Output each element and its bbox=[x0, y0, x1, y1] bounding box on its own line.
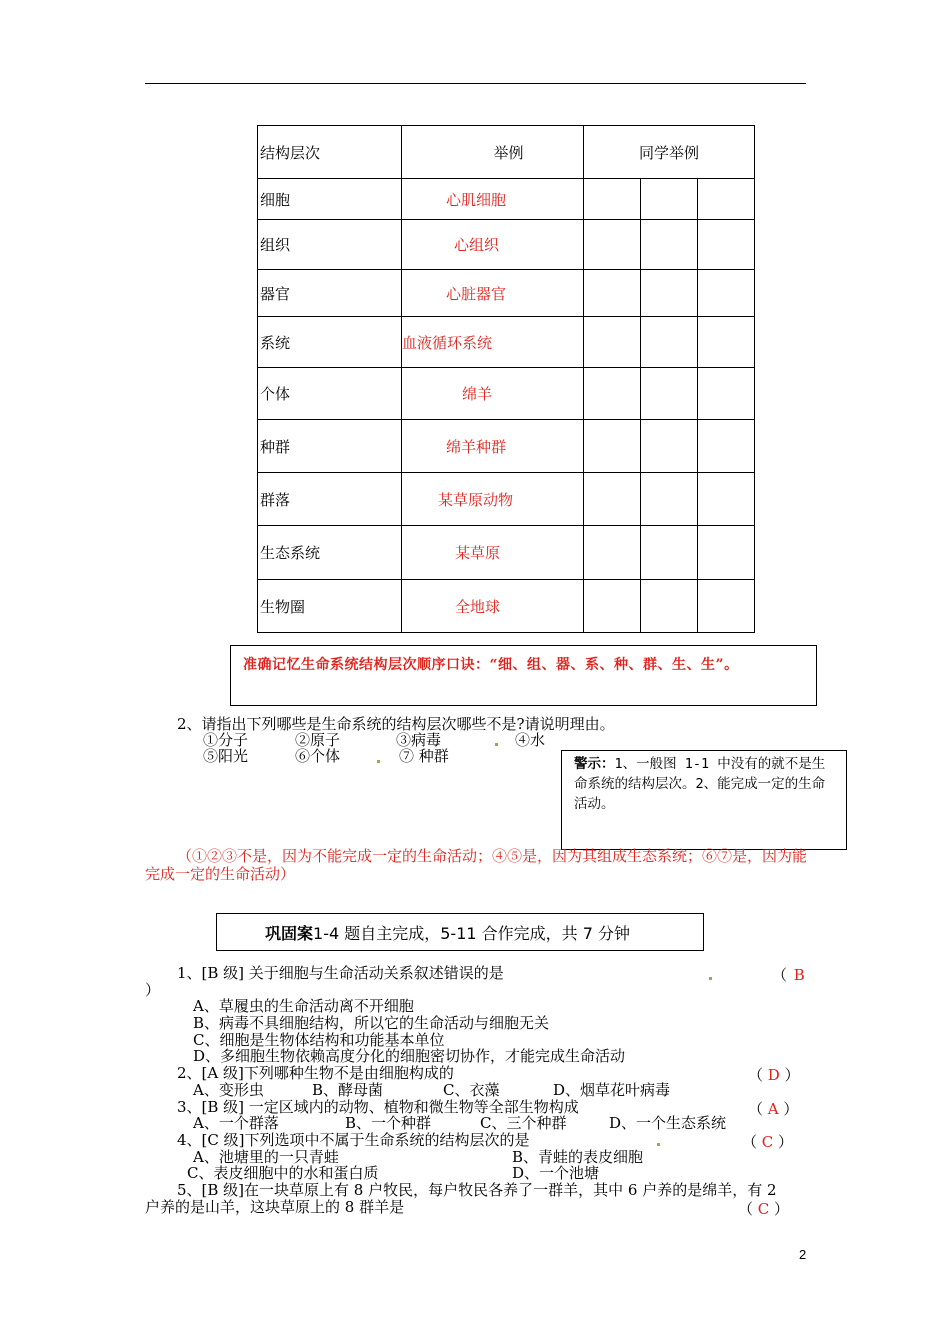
blank-cell bbox=[641, 526, 698, 580]
question-4-answer: （ C ） bbox=[742, 1133, 794, 1151]
blank-cell bbox=[698, 270, 755, 317]
example-cell: 血液循环系统 bbox=[402, 317, 584, 368]
table-row bbox=[258, 526, 755, 580]
decorative-dot bbox=[495, 743, 498, 746]
question-1-option-d: D、多细胞生物依赖高度分化的细胞密切协作，才能完成生命活动 bbox=[193, 1047, 626, 1065]
consolidation-instructions: 1-4 题自主完成，5-11 合作完成，共 7 分钟 bbox=[313, 924, 630, 943]
blank-cell bbox=[698, 473, 755, 526]
table-row bbox=[258, 179, 755, 220]
example-cell: 全地球 bbox=[402, 580, 584, 633]
header-rule bbox=[145, 83, 806, 84]
blank-cell bbox=[698, 317, 755, 368]
blank-cell bbox=[584, 179, 641, 220]
level-cell: 个体 bbox=[258, 368, 402, 420]
consolidation-heading bbox=[216, 913, 704, 951]
page-number: 2 bbox=[799, 1247, 807, 1262]
q2-option: ④水 bbox=[515, 731, 546, 749]
example-cell: 心组织 bbox=[402, 220, 584, 270]
question-3-option-a: A、一个群落 bbox=[193, 1114, 279, 1132]
question-1-stem: 1、[B 级] 关于细胞与生命活动关系叙述错误的是 bbox=[177, 964, 504, 982]
blank-cell bbox=[641, 179, 698, 220]
blank-cell bbox=[698, 368, 755, 420]
level-cell: 细胞 bbox=[258, 179, 402, 220]
level-cell: 生态系统 bbox=[258, 526, 402, 580]
question-4-stem: 4、[C 级]下列选项中不属于生命系统的结构层次的是 bbox=[177, 1131, 530, 1149]
blank-cell bbox=[584, 270, 641, 317]
question-1-close: ） bbox=[145, 981, 161, 999]
example-cell: 某草原动物 bbox=[402, 473, 584, 526]
question-4-option-b: B、青蛙的表皮细胞 bbox=[512, 1148, 644, 1166]
question-2-option-a: A、变形虫 bbox=[193, 1081, 264, 1099]
q2-option: ⑥个体 bbox=[295, 747, 341, 765]
blank-cell bbox=[641, 270, 698, 317]
table-header-row bbox=[258, 126, 755, 179]
question-5-answer: （ C ） bbox=[738, 1200, 790, 1218]
header-example: 举例 bbox=[402, 126, 584, 179]
level-cell: 群落 bbox=[258, 473, 402, 526]
example-cell: 绵羊 bbox=[402, 368, 584, 420]
example-cell: 绵羊种群 bbox=[402, 420, 584, 473]
blank-cell bbox=[584, 368, 641, 420]
question-1-answer: （ B bbox=[772, 966, 805, 984]
blank-cell bbox=[584, 220, 641, 270]
blank-cell bbox=[641, 220, 698, 270]
blank-cell bbox=[698, 220, 755, 270]
answer-text: （①②③不是，因为不能完成一定的生命活动；④⑤是，因为其组成生态系统；⑥⑦是，因为能完成一定的生命活动） bbox=[145, 847, 808, 883]
q2-option: ①分子 bbox=[203, 731, 249, 749]
question-2-option-d: D、烟草花叶病毒 bbox=[553, 1081, 671, 1099]
question-1-option-b: B、病毒不具细胞结构，所以它的生命活动与细胞无关 bbox=[193, 1014, 550, 1032]
q2-option: ②原子 bbox=[295, 731, 341, 749]
level-cell: 组织 bbox=[258, 220, 402, 270]
question-5-stem-line1: 5、[B 级]在一块草原上有 8 户牧民，每户牧民各养了一群羊，其中 6 户养的是绵羊，有 2 bbox=[177, 1181, 777, 1199]
decorative-dot bbox=[377, 760, 380, 763]
q2-option: ⑦ 种群 bbox=[399, 747, 449, 765]
table-row bbox=[258, 220, 755, 270]
question-2-option-c: C、衣藻 bbox=[443, 1081, 500, 1099]
consolidation-title: 巩固案 bbox=[265, 924, 314, 943]
table-row bbox=[258, 368, 755, 420]
question-2-mc-answer: （ D ） bbox=[748, 1066, 800, 1084]
mnemonic-box: 准确记忆生命系统结构层次顺序口诀：“细、组、器、系、种、群、生、生”。 bbox=[230, 645, 817, 706]
q2-option: ③病毒 bbox=[396, 731, 442, 749]
q2-option: ⑤阳光 bbox=[203, 747, 249, 765]
question-3-option-d: D、一个生态系统 bbox=[609, 1114, 727, 1132]
warning-title: 警示： bbox=[574, 756, 615, 772]
blank-cell bbox=[641, 580, 698, 633]
level-cell: 系统 bbox=[258, 317, 402, 368]
question-2-mc-stem: 2、[A 级]下列哪种生物不是由细胞构成的 bbox=[177, 1064, 454, 1082]
blank-cell bbox=[584, 580, 641, 633]
blank-cell bbox=[584, 420, 641, 473]
blank-cell bbox=[641, 420, 698, 473]
question-3-option-c: C、三个种群 bbox=[480, 1114, 567, 1132]
example-cell: 心脏器官 bbox=[402, 270, 584, 317]
question-2-answer bbox=[145, 847, 815, 883]
level-cell: 生物圈 bbox=[258, 580, 402, 633]
question-4-option-d: D、一个池塘 bbox=[512, 1164, 600, 1182]
blank-cell bbox=[698, 420, 755, 473]
header-classmate-example: 同学举例 bbox=[584, 126, 755, 179]
question-4-option-c: C、表皮细胞中的水和蛋白质 bbox=[187, 1164, 379, 1182]
table-row bbox=[258, 420, 755, 473]
table-row bbox=[258, 580, 755, 633]
blank-cell bbox=[698, 526, 755, 580]
question-3-stem: 3、[B 级] 一定区域内的动物、植物和微生物等全部生物构成 bbox=[177, 1098, 579, 1116]
question-2-stem: 2、请指出下列哪些是生命系统的结构层次哪些不是?请说明理由。 bbox=[177, 715, 615, 733]
question-1-option-c: C、细胞是生物体结构和功能基本单位 bbox=[193, 1031, 445, 1049]
decorative-dot bbox=[709, 977, 712, 980]
warning-text: 1、一般图 1-1 中没有的就不是生命系统的结构层次。2、能完成一定的生命活动。 bbox=[574, 756, 826, 812]
question-2-option-b: B、酵母菌 bbox=[312, 1081, 384, 1099]
blank-cell bbox=[641, 473, 698, 526]
question-1-option-a: A、草履虫的生命活动离不开细胞 bbox=[193, 997, 414, 1015]
question-3-answer: （ A ） bbox=[748, 1100, 799, 1118]
warning-box bbox=[561, 750, 847, 850]
table-row bbox=[258, 317, 755, 368]
question-3-option-b: B、一个种群 bbox=[345, 1114, 432, 1132]
blank-cell bbox=[641, 317, 698, 368]
question-5-stem-line2: 户养的是山羊，这块草原上的 8 群羊是 bbox=[145, 1198, 405, 1216]
question-4-option-a: A、池塘里的一只青蛙 bbox=[193, 1148, 339, 1166]
blank-cell bbox=[584, 317, 641, 368]
blank-cell bbox=[641, 368, 698, 420]
example-cell: 某草原 bbox=[402, 526, 584, 580]
blank-cell bbox=[584, 473, 641, 526]
level-cell: 种群 bbox=[258, 420, 402, 473]
blank-cell bbox=[698, 580, 755, 633]
table-row bbox=[258, 270, 755, 317]
blank-cell bbox=[698, 179, 755, 220]
decorative-dot bbox=[657, 1143, 660, 1146]
structure-levels-table bbox=[257, 125, 755, 633]
level-cell: 器官 bbox=[258, 270, 402, 317]
example-cell: 心肌细胞 bbox=[402, 179, 584, 220]
header-level: 结构层次 bbox=[258, 126, 402, 179]
blank-cell bbox=[584, 526, 641, 580]
table-row bbox=[258, 473, 755, 526]
